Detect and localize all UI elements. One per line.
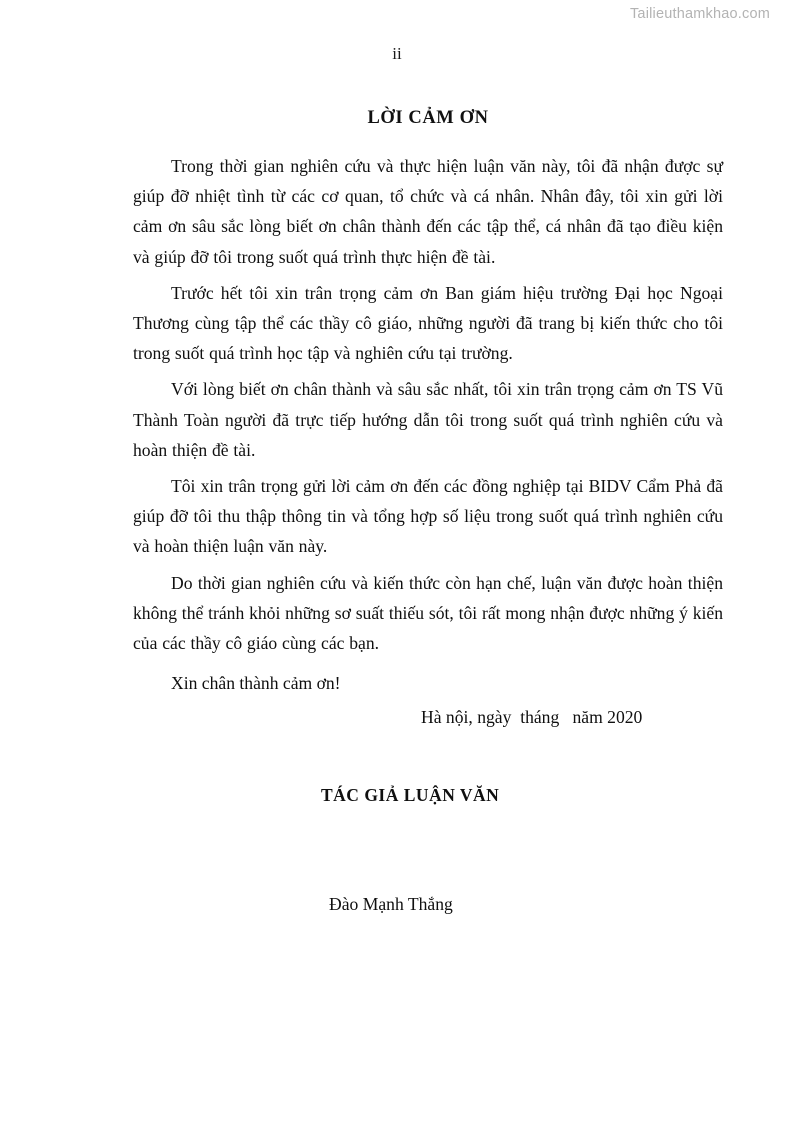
date-line: Hà nội, ngày tháng năm 2020 [421, 707, 643, 728]
document-content [133, 108, 723, 915]
closing-line: Xin chân thành cảm ơn! [171, 673, 341, 694]
body-paragraph: Với lòng biết ơn chân thành và sâu sắc nhất, tôi xin trân trọng cảm ơn TS Vũ Thành Toàn người đã trực tiếp hướng dẫn tôi trong suốt quá trình nghiên cứu và hoàn thiện đề tài. [133, 379, 723, 460]
page-number: ii [392, 44, 402, 63]
author-name: Đào Mạnh Thắng [329, 893, 453, 914]
signature-title: TÁC GIẢ LUẬN VĂN [321, 784, 500, 805]
body-paragraph: Trong thời gian nghiên cứu và thực hiện luận văn này, tôi đã nhận được sự giúp đỡ nhiệt tình từ các cơ quan, tổ chức và cá nhân. Nhân đây, tôi xin gửi lời cảm ơn sâu sắc lòng biết ơn chân thành đến các tập thể, cá nhân đã tạo điều kiện và giúp đỡ tôi trong suốt quá trình thực hiện đề tài. [133, 156, 723, 267]
body-paragraph: Trước hết tôi xin trân trọng cảm ơn Ban giám hiệu trường Đại học Ngoại Thương cùng tập thể các thầy cô giáo, những người đã trang bị kiến thức cho tôi trong suốt quá trình học tập và nghiên cứu tại trường. [133, 282, 723, 364]
watermark-text: Tailieuthamkhao.com [629, 6, 770, 22]
body-paragraph: Do thời gian nghiên cứu và kiến thức còn hạn chế, luận văn được hoàn thiện không thể tránh khỏi những sơ suất thiếu sót, tôi rất mong nhận được những ý kiến của các thầy cô giáo cùng các bạn. [133, 572, 723, 654]
body-paragraph: Tôi xin trân trọng gửi lời cảm ơn đến các đồng nghiệp tại BIDV Cẩm Phả đã giúp đỡ tôi thu thập thông tin và tổng hợp số liệu trong suốt quá trình nghiên cứu và hoàn thiện luận văn này. [133, 476, 723, 557]
page-title: LỜI CẢM ƠN [367, 108, 489, 128]
